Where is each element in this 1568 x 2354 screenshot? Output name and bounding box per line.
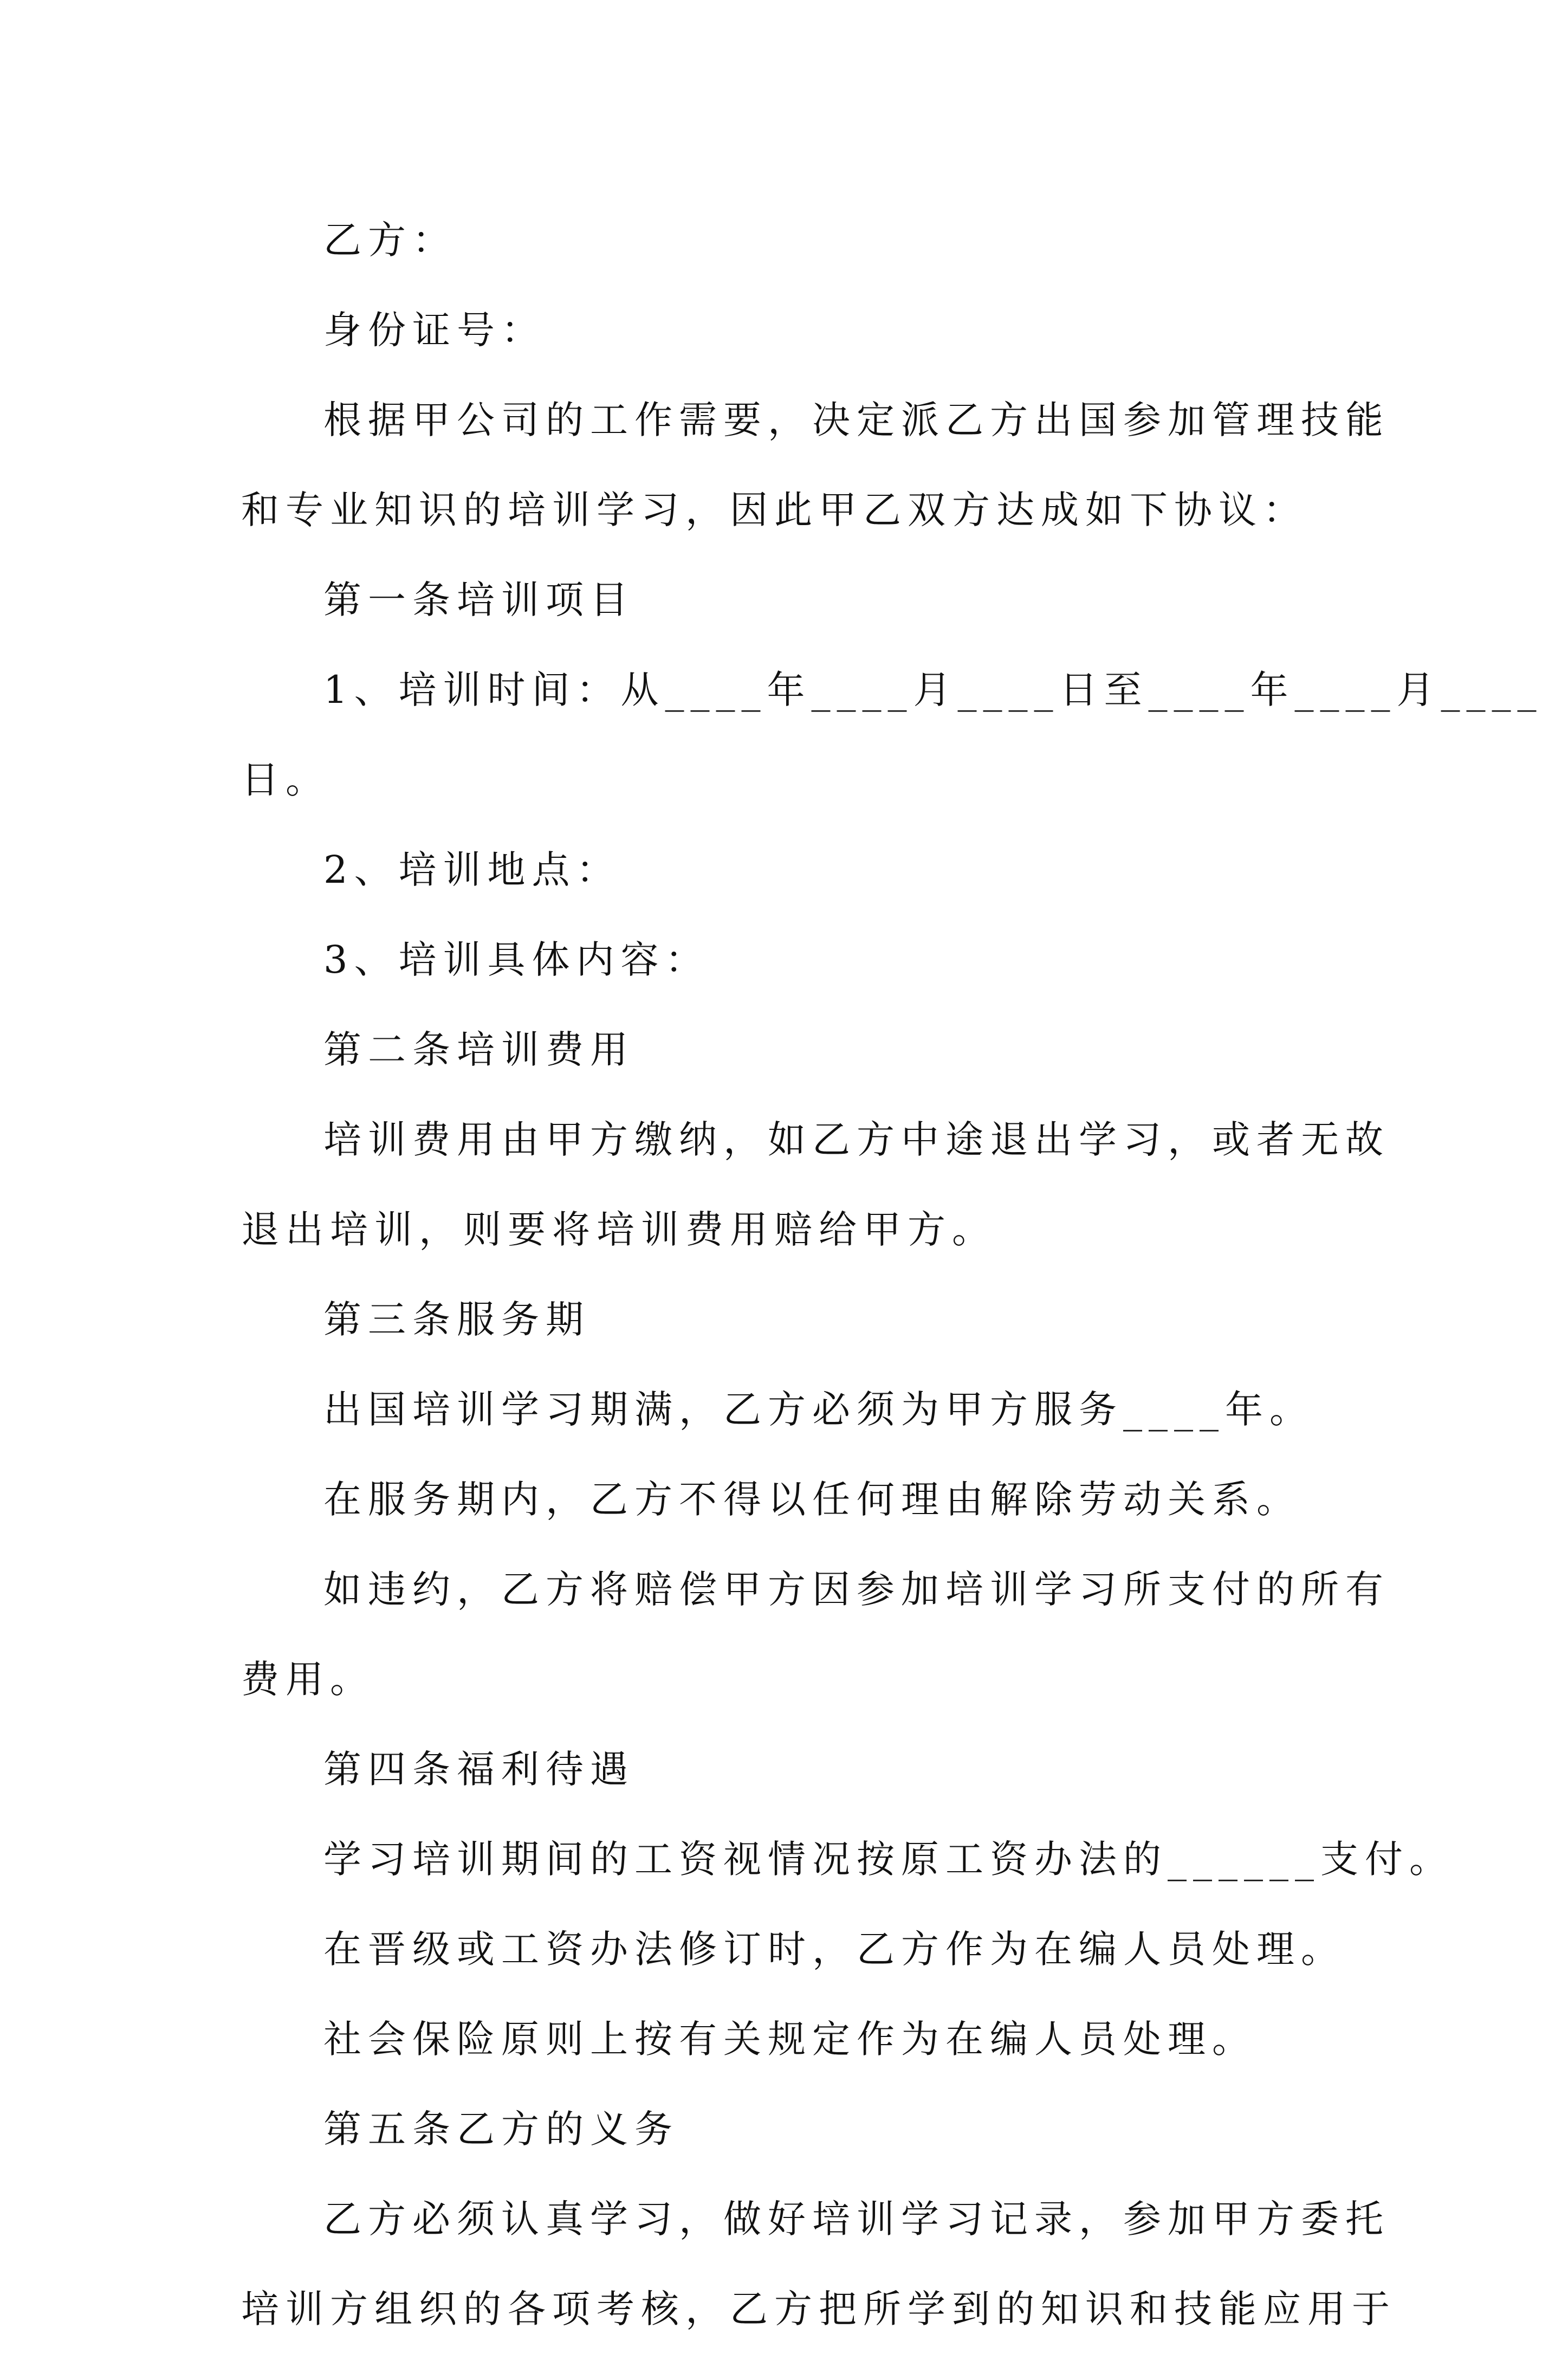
service-term: 出国培训学习期满，乙方必须为甲方服务____年。: [323, 1387, 1314, 1432]
salary-clause: 学习培训期间的工资视情况按原工资办法的______支付。: [323, 1837, 1454, 1881]
training-content: 3、培训具体内容：: [323, 937, 710, 982]
article-4-heading: 第四条福利待遇: [323, 1747, 634, 1792]
training-location: 2、培训地点：: [323, 848, 621, 892]
article-5-heading: 第五条乙方的义务: [323, 2107, 679, 2151]
obligation-line-1: 乙方必须认真学习，做好培训学习记录，参加甲方委托: [323, 2197, 1390, 2241]
article-1-heading: 第一条培训项目: [323, 578, 634, 622]
obligation-line-2: 培训方组织的各项考核，乙方把所学到的知识和技能应用于: [241, 2287, 1396, 2331]
training-fee-line-2: 退出培训，则要将培训费用赔给甲方。: [241, 1207, 996, 1252]
intro-paragraph-line-1: 根据甲公司的工作需要，决定派乙方出国参加管理技能: [323, 398, 1390, 442]
party-b-label: 乙方：: [323, 218, 457, 262]
article-3-heading: 第三条服务期: [323, 1297, 590, 1342]
breach-line-2: 费用。: [241, 1657, 374, 1702]
intro-paragraph-line-2: 和专业知识的培训学习，因此甲乙双方达成如下协议：: [241, 488, 1307, 532]
breach-line-1: 如违约，乙方将赔偿甲方因参加培训学习所支付的所有: [323, 1567, 1390, 1612]
social-insurance-clause: 社会保险原则上按有关规定作为在编人员处理。: [323, 2017, 1256, 2061]
id-number-label: 身份证号：: [323, 308, 546, 352]
document-body: [241, 195, 1543, 2354]
training-time-line-2: 日。: [241, 758, 330, 802]
article-2-heading: 第二条培训费用: [323, 1027, 634, 1072]
promotion-clause: 在晋级或工资办法修订时，乙方作为在编人员处理。: [323, 1927, 1345, 1971]
service-restriction: 在服务期内，乙方不得以任何理由解除劳动关系。: [323, 1477, 1301, 1522]
training-fee-line-1: 培训费用由甲方缴纳，如乙方中途退出学习，或者无故: [323, 1117, 1390, 1162]
training-time-line-1: 1、培训时间：从____年____月____日至____年____月____: [323, 668, 1543, 712]
